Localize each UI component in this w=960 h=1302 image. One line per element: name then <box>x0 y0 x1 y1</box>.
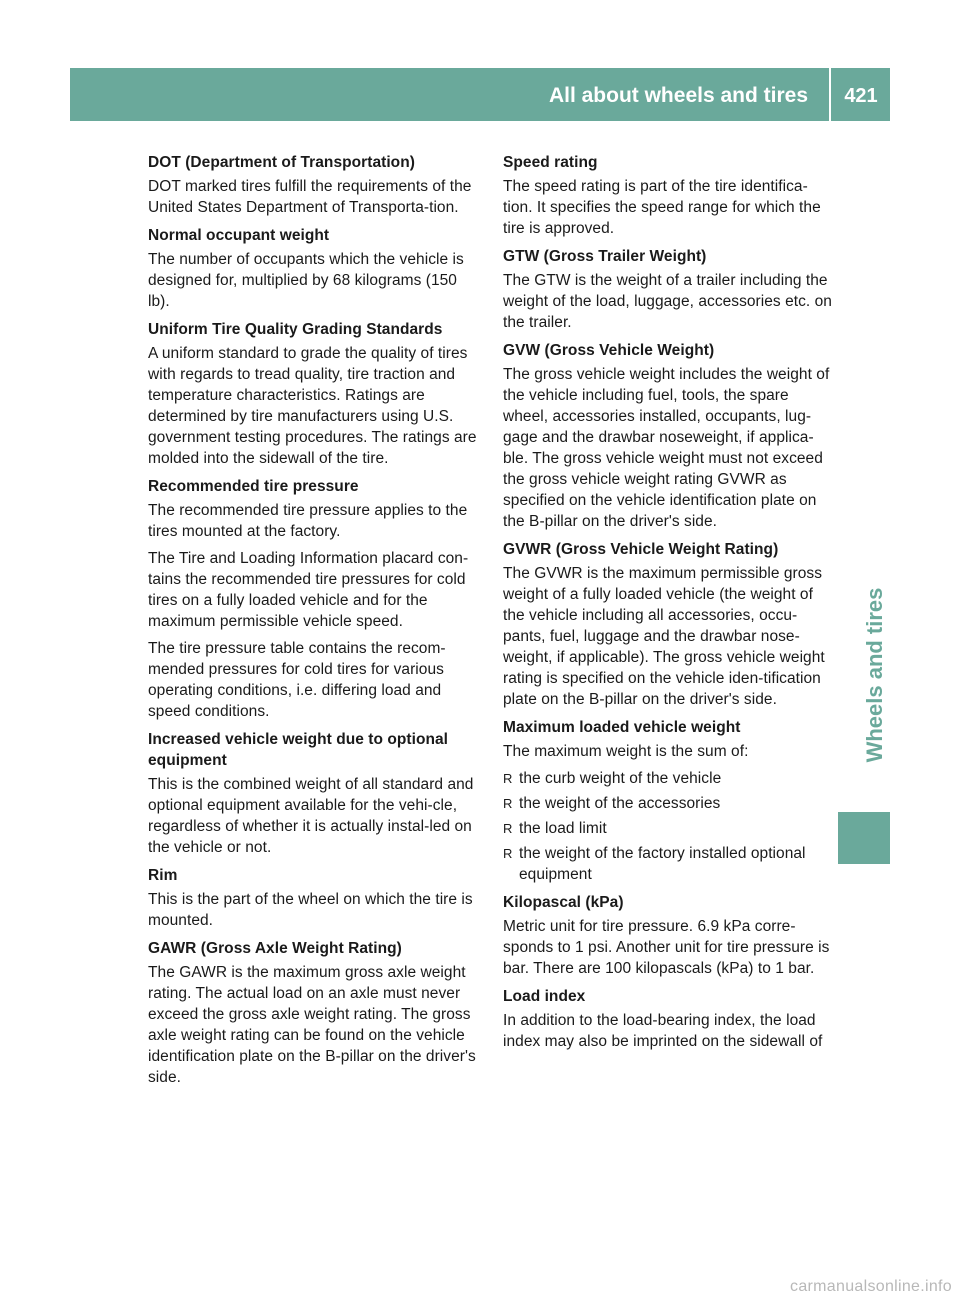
section-heading: Maximum loaded vehicle weight <box>503 719 741 736</box>
list-item-text: the curb weight of the vehicle <box>519 770 722 787</box>
section-heading: GTW (Gross Trailer Weight) <box>503 248 707 265</box>
right-column <box>503 152 837 1059</box>
bullet-icon: R <box>503 771 513 786</box>
left-column <box>148 152 482 1095</box>
section-paragraph: Metric unit for tire pressure. 6.9 kPa corre-sponds to 1 psi. Another unit for tire pressure is bar. There are 100 kilopascals (kPa) to 1 bar. <box>503 918 830 977</box>
page-header <box>70 68 890 121</box>
section-paragraph: The maximum weight is the sum of: <box>503 743 749 760</box>
section <box>503 340 837 532</box>
side-tab-label: Wheels and tires <box>862 587 887 763</box>
section <box>503 986 837 1052</box>
section <box>503 892 837 979</box>
section-heading: Load index <box>503 988 586 1005</box>
section-heading: Uniform Tire Quality Grading Standards <box>148 321 443 338</box>
header-title: All about wheels and tires <box>548 84 808 107</box>
section-heading: GVW (Gross Vehicle Weight) <box>503 342 715 359</box>
section <box>503 539 837 710</box>
section-heading: Speed rating <box>503 154 598 171</box>
section <box>503 717 837 885</box>
section-paragraph: DOT marked tires fulfill the requirements of the United States Department of Transporta-tion. <box>148 178 472 216</box>
side-tab-marker <box>838 812 890 864</box>
section-heading: Kilopascal (kPa) <box>503 894 624 911</box>
section <box>148 152 482 218</box>
section-paragraph: This is the part of the wheel on which the tire is mounted. <box>148 891 473 929</box>
section-paragraph: In addition to the load-bearing index, the load index may also be imprinted on the sidewall of <box>503 1012 823 1050</box>
section-paragraph: The GVWR is the maximum permissible gross weight of a fully loaded vehicle (the weight of the vehicle including all accessories, occu-pants, fuel, luggage and the drawbar nose-weight, if applicable). The gross vehicle weight rating is specified on the vehicle iden-tification plate on the B-pillar on the driver's side. <box>503 565 825 708</box>
section-paragraph: The Tire and Loading Information placard con-tains the recommended tire pressures for cold tires on a fully loaded vehicle and for the maximum permissible vehicle speed. <box>148 550 469 630</box>
section <box>148 865 482 931</box>
section <box>148 938 482 1088</box>
section-paragraph: The GTW is the weight of a trailer including the weight of the load, luggage, accessories etc. on the trailer. <box>503 272 832 331</box>
list-item <box>503 768 837 789</box>
section <box>503 246 837 333</box>
bullet-list <box>503 768 837 885</box>
list-item-text: the weight of the accessories <box>519 795 721 812</box>
list-item-text: the weight of the factory installed optional equipment <box>519 845 806 883</box>
section-paragraph: The tire pressure table contains the recom-mended pressures for cold tires for various operating conditions, i.e. differing load and speed conditions. <box>148 640 446 720</box>
section-heading: Recommended tire pressure <box>148 478 359 495</box>
header-divider <box>829 68 831 121</box>
section-heading: Increased vehicle weight due to optional equipment <box>148 731 449 769</box>
list-item <box>503 843 837 885</box>
section <box>148 225 482 312</box>
section-heading: GVWR (Gross Vehicle Weight Rating) <box>503 541 779 558</box>
section-heading: DOT (Department of Transportation) <box>148 154 415 171</box>
section <box>148 476 482 722</box>
section <box>148 319 482 469</box>
section <box>503 152 837 239</box>
list-item <box>503 818 837 839</box>
section-paragraph: The speed rating is part of the tire identifica-tion. It specifies the speed range for which the tire is approved. <box>503 178 821 237</box>
section-paragraph: The recommended tire pressure applies to the tires mounted at the factory. <box>148 502 468 540</box>
bullet-icon: R <box>503 821 513 836</box>
section-paragraph: The GAWR is the maximum gross axle weight rating. The actual load on an axle must never exceed the gross axle weight rating. The gross axle weight rating can be found on the vehicle identification plate on the B-pillar on the driver's side. <box>148 964 476 1086</box>
section-heading: Rim <box>148 867 178 884</box>
section-heading: GAWR (Gross Axle Weight Rating) <box>148 940 402 957</box>
section-paragraph: The gross vehicle weight includes the weight of the vehicle including fuel, tools, the spare wheel, accessories installed, occupants, lug-gage and the drawbar noseweight, if applica-ble. The gross vehicle weight must not exceed the gross vehicle weight rating GVWR as specified on the vehicle identification plate on the B-pillar on the driver's side. <box>503 366 830 530</box>
section-heading: Normal occupant weight <box>148 227 330 244</box>
section-paragraph: The number of occupants which the vehicle is designed for, multiplied by 68 kilograms (150 lb). <box>148 251 464 310</box>
bullet-icon: R <box>503 796 513 811</box>
watermark: carmanualsonline.info <box>790 1278 952 1295</box>
list-item <box>503 793 837 814</box>
side-tab <box>862 560 887 790</box>
list-item-text: the load limit <box>519 820 607 837</box>
bullet-icon: R <box>503 846 513 861</box>
section-paragraph: This is the combined weight of all standard and optional equipment available for the vehi-cle, regardless of whether it is actually instal-led on the vehicle or not. <box>148 776 474 856</box>
section <box>148 729 482 858</box>
page-number: 421 <box>844 85 878 107</box>
section-paragraph: A uniform standard to grade the quality of tires with regards to tread quality, tire traction and temperature characteristics. Ratings are determined by tire manufacturers using U.S. government testing procedures. The ratings are molded into the sidewall of the tire. <box>148 345 477 467</box>
